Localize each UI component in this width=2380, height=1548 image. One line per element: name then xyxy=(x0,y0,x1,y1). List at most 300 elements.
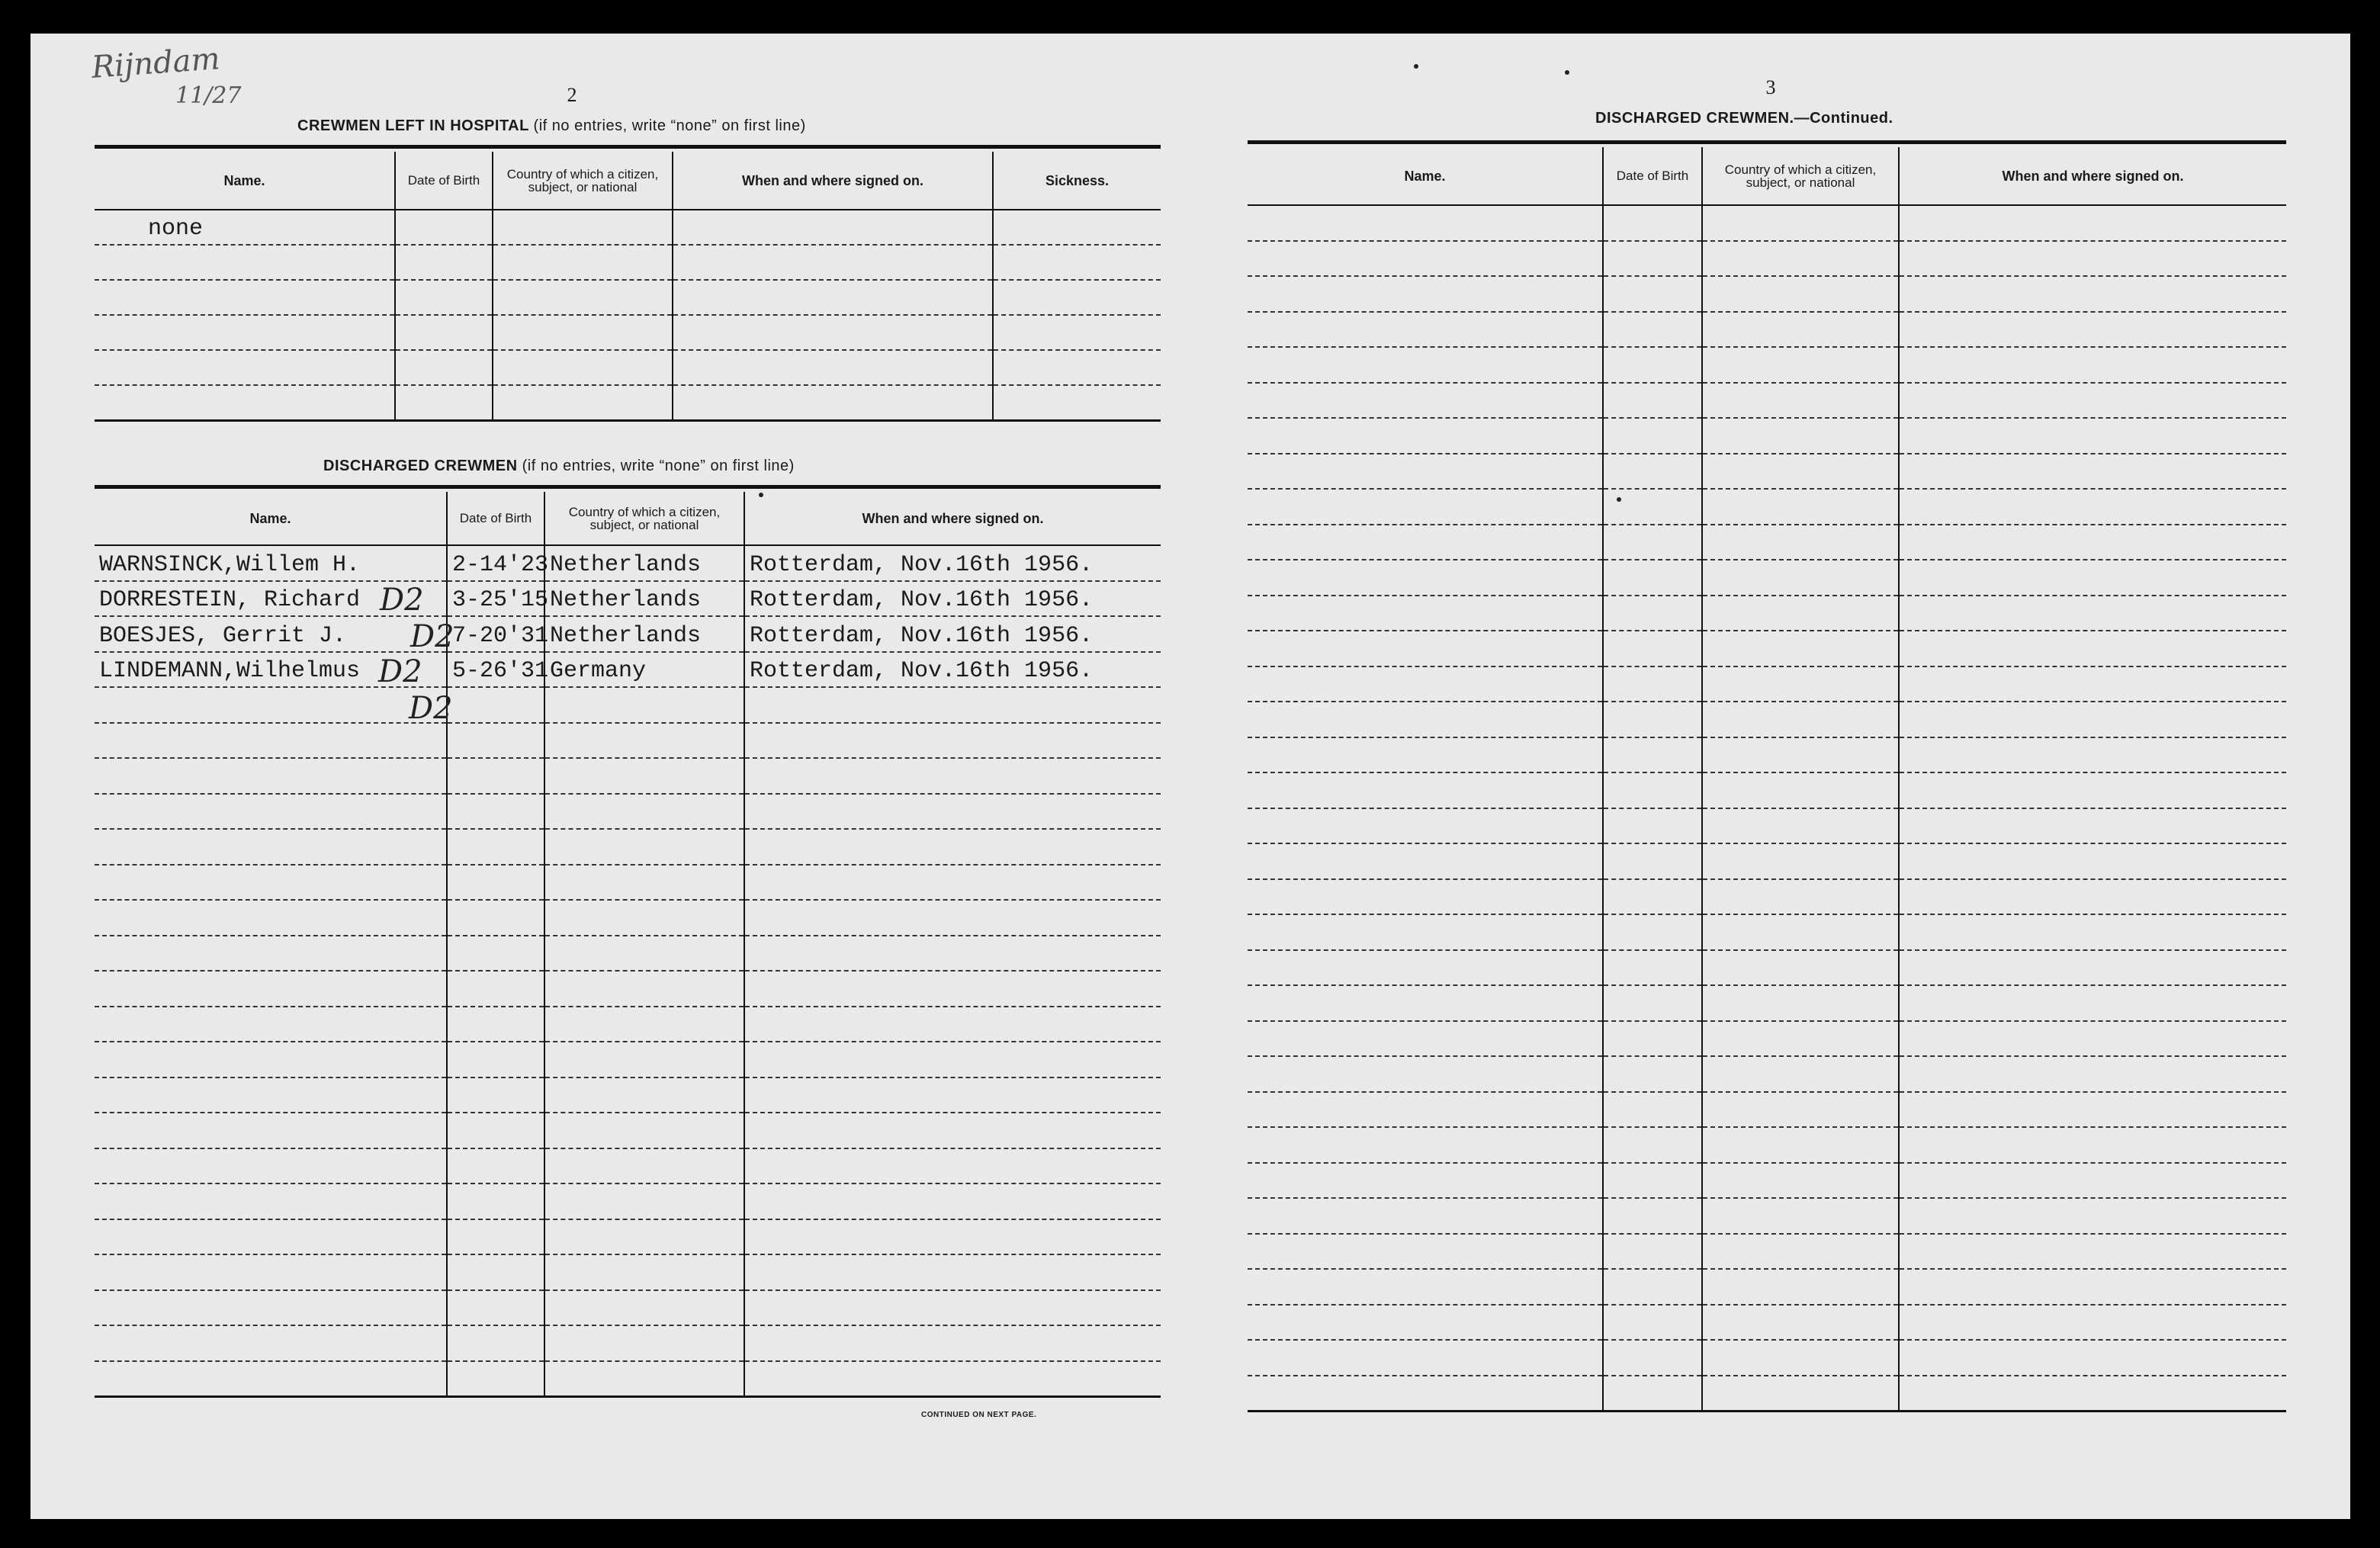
table-cell xyxy=(1603,737,1702,773)
table-cell xyxy=(1702,1234,1899,1270)
table-cell xyxy=(1603,312,1702,348)
table-cell xyxy=(744,794,1161,830)
table-cell xyxy=(493,280,673,315)
table-cell xyxy=(95,1007,447,1042)
table-cell xyxy=(1899,525,2286,560)
table-cell xyxy=(447,865,544,901)
table-cell xyxy=(1248,914,1603,950)
table-row xyxy=(1248,666,2286,702)
table-cell xyxy=(544,1290,744,1326)
table-cell xyxy=(95,280,395,315)
table-row xyxy=(1248,737,2286,773)
table-cell xyxy=(1899,1163,2286,1199)
table-cell xyxy=(1899,737,2286,773)
table-cell xyxy=(493,350,673,385)
table-row xyxy=(1248,560,2286,596)
table-cell xyxy=(395,280,493,315)
table-cell xyxy=(1702,454,1899,490)
table-cell xyxy=(1603,985,1702,1021)
table-cell xyxy=(1248,489,1603,525)
table-cell xyxy=(1248,347,1603,383)
table-row xyxy=(95,829,1161,865)
table-row xyxy=(1248,347,2286,383)
table-row xyxy=(1248,1340,2286,1376)
table-row xyxy=(95,210,1161,245)
hospital-note: (if no entries, write “none” on first line) xyxy=(533,117,806,134)
table-cell xyxy=(744,1183,1161,1219)
table-cell xyxy=(1702,1056,1899,1092)
table-cell xyxy=(744,687,1161,723)
table-cell xyxy=(744,1290,1161,1326)
table-row xyxy=(1248,631,2286,666)
table-row xyxy=(1248,1376,2286,1412)
table-cell xyxy=(1899,383,2286,419)
hospital-section-title xyxy=(297,117,806,135)
stray-mark xyxy=(1414,64,1418,69)
table-cell xyxy=(1702,418,1899,454)
table-cell xyxy=(395,245,493,280)
discharged-section-title xyxy=(323,458,795,475)
hospital-title: CREWMEN LEFT IN HOSPITAL xyxy=(297,117,529,134)
table-cell xyxy=(95,829,447,865)
table-row xyxy=(95,280,1161,315)
table-row xyxy=(1248,843,2286,879)
table-cell xyxy=(544,1113,744,1148)
table-cell xyxy=(544,1148,744,1184)
table-cell xyxy=(1899,985,2286,1021)
table-row xyxy=(1248,879,2286,915)
table-cell xyxy=(1899,1092,2286,1128)
table-cell xyxy=(1248,383,1603,419)
table-cell xyxy=(1899,631,2286,666)
table-cell xyxy=(447,1077,544,1113)
table-cell xyxy=(544,1219,744,1255)
table-cell xyxy=(744,1219,1161,1255)
table-cell xyxy=(1603,276,1702,312)
table-cell: Netherlands xyxy=(544,545,744,581)
table-cell xyxy=(1248,772,1603,808)
table-cell xyxy=(447,936,544,972)
table-cell: Germany xyxy=(544,652,744,688)
column-header-country: Country of which a citizen, subject, or national xyxy=(1702,147,1899,205)
table-cell xyxy=(993,280,1161,315)
table-cell xyxy=(673,280,993,315)
table-cell xyxy=(544,1325,744,1361)
table-row xyxy=(1248,1198,2286,1234)
table-row xyxy=(95,616,1161,652)
table-cell xyxy=(1603,1305,1702,1341)
table-cell xyxy=(544,829,744,865)
table-cell xyxy=(1702,1021,1899,1057)
table-cell xyxy=(1248,737,1603,773)
table-cell: none xyxy=(95,210,395,245)
table-cell xyxy=(1702,525,1899,560)
table-cell xyxy=(1248,525,1603,560)
table-cell xyxy=(95,315,395,350)
column-header-country: Country of which a citizen, subject, or national xyxy=(493,152,673,210)
table-cell xyxy=(1603,560,1702,596)
table-cell xyxy=(493,315,673,350)
table-cell xyxy=(1899,1198,2286,1234)
page-number-left: 2 xyxy=(567,84,577,106)
table-cell: 2-14'23 xyxy=(447,545,544,581)
table-row xyxy=(95,900,1161,936)
table-cell xyxy=(1899,596,2286,631)
table-row xyxy=(95,723,1161,759)
column-header-date-of-birth: Date of Birth xyxy=(1603,147,1702,205)
table-cell xyxy=(1702,241,1899,277)
table-cell xyxy=(1702,1127,1899,1163)
table-cell xyxy=(1702,560,1899,596)
continued-footer: CONTINUED ON NEXT PAGE. xyxy=(921,1411,1037,1419)
table-cell xyxy=(1603,241,1702,277)
table-row xyxy=(95,1042,1161,1077)
table-cell xyxy=(95,865,447,901)
table-row xyxy=(95,1007,1161,1042)
table-cell xyxy=(1899,1340,2286,1376)
table-cell xyxy=(544,794,744,830)
table-cell xyxy=(1702,596,1899,631)
table-cell xyxy=(95,1183,447,1219)
table-cell xyxy=(447,1113,544,1148)
table-cell xyxy=(1248,808,1603,844)
table-cell xyxy=(1248,1163,1603,1199)
stray-mark xyxy=(1565,70,1569,75)
table-cell xyxy=(95,900,447,936)
table-cell xyxy=(1248,560,1603,596)
table-cell xyxy=(1248,418,1603,454)
table-row xyxy=(95,385,1161,420)
table-cell xyxy=(1899,808,2286,844)
table-cell xyxy=(1899,666,2286,702)
table-cell xyxy=(1702,312,1899,348)
table-cell xyxy=(1702,1163,1899,1199)
handwritten-discharge-mark: D2 xyxy=(410,619,454,654)
table-cell xyxy=(1899,1127,2286,1163)
table-cell xyxy=(95,687,447,723)
table-row xyxy=(95,652,1161,688)
table-row xyxy=(95,315,1161,350)
table-cell xyxy=(744,1361,1161,1397)
table-cell xyxy=(493,245,673,280)
table-cell xyxy=(493,210,673,245)
table-cell: DORRESTEIN, Richard xyxy=(95,581,447,617)
table-cell: BOESJES, Gerrit J. xyxy=(95,616,447,652)
table-cell xyxy=(447,723,544,759)
table-cell xyxy=(1899,1021,2286,1057)
table-cell xyxy=(1248,241,1603,277)
table-cell xyxy=(1248,1234,1603,1270)
table-cell xyxy=(1603,525,1702,560)
table-cell xyxy=(1899,489,2286,525)
document-sheet xyxy=(31,34,2350,1519)
table-cell: 3-25'15 xyxy=(447,581,544,617)
table-cell: Rotterdam, Nov.16th 1956. xyxy=(744,652,1161,688)
table-cell xyxy=(1702,914,1899,950)
table-cell xyxy=(447,1254,544,1290)
table-cell xyxy=(1603,489,1702,525)
table-cell xyxy=(95,385,395,420)
table-cell xyxy=(1899,1269,2286,1305)
table-cell xyxy=(447,758,544,794)
table-cell xyxy=(1702,1198,1899,1234)
table-row xyxy=(1248,1163,2286,1199)
table-cell xyxy=(447,1148,544,1184)
table-cell xyxy=(447,829,544,865)
table-cell xyxy=(544,758,744,794)
table-cell xyxy=(1899,1376,2286,1412)
table-cell xyxy=(1248,666,1603,702)
column-header-country: Country of which a citizen, subject, or national xyxy=(544,492,744,545)
table-cell xyxy=(395,315,493,350)
table-cell xyxy=(1603,1269,1702,1305)
table-cell xyxy=(1702,808,1899,844)
table-row xyxy=(95,1254,1161,1290)
table-cell xyxy=(544,1361,744,1397)
table-row xyxy=(1248,525,2286,560)
table-cell xyxy=(95,758,447,794)
table-cell: Netherlands xyxy=(544,581,744,617)
table-cell xyxy=(673,210,993,245)
table-cell xyxy=(1248,454,1603,490)
table-cell: LINDEMANN,Wilhelmus xyxy=(95,652,447,688)
table-cell xyxy=(447,687,544,723)
table-cell xyxy=(1603,914,1702,950)
table-cell xyxy=(1603,1021,1702,1057)
table-cell xyxy=(1248,1269,1603,1305)
column-header-name: Name. xyxy=(95,492,447,545)
table-cell xyxy=(1248,1021,1603,1057)
table-cell: 7-20'31 xyxy=(447,616,544,652)
table-cell xyxy=(1248,312,1603,348)
table-cell xyxy=(447,1183,544,1219)
table-row xyxy=(1248,808,2286,844)
table-cell xyxy=(544,1042,744,1077)
table-cell: Rotterdam, Nov.16th 1956. xyxy=(744,545,1161,581)
column-header-signed-on: When and where signed on. xyxy=(744,492,1161,545)
table-cell xyxy=(1899,205,2286,241)
table-cell xyxy=(1603,347,1702,383)
table-cell xyxy=(447,971,544,1007)
table-row xyxy=(95,1183,1161,1219)
table-row xyxy=(1248,454,2286,490)
table-cell xyxy=(1248,950,1603,986)
table-row xyxy=(95,1148,1161,1184)
table-row xyxy=(1248,241,2286,277)
table-cell xyxy=(447,1361,544,1397)
table-cell xyxy=(1702,702,1899,737)
table-row xyxy=(1248,276,2286,312)
table-cell xyxy=(1603,1234,1702,1270)
table-cell xyxy=(744,1077,1161,1113)
table-row xyxy=(1248,772,2286,808)
table-cell xyxy=(673,245,993,280)
table-cell xyxy=(95,794,447,830)
table-cell xyxy=(1899,418,2286,454)
table-row xyxy=(1248,418,2286,454)
table-cell xyxy=(395,210,493,245)
table-cell xyxy=(544,1077,744,1113)
table-cell xyxy=(744,829,1161,865)
table-cell xyxy=(744,900,1161,936)
handwritten-ship-name: Rijndam xyxy=(90,41,221,85)
table-cell xyxy=(447,1042,544,1077)
continued-section-title: DISCHARGED CREWMEN.—Continued. xyxy=(1595,110,1893,127)
table-cell xyxy=(1899,1234,2286,1270)
table-cell xyxy=(1899,1305,2286,1341)
table-cell xyxy=(1702,383,1899,419)
table-row xyxy=(1248,985,2286,1021)
table-cell xyxy=(1603,1092,1702,1128)
table-cell xyxy=(493,385,673,420)
table-cell: Rotterdam, Nov.16th 1956. xyxy=(744,616,1161,652)
table-cell xyxy=(395,385,493,420)
table-cell xyxy=(993,245,1161,280)
table-cell xyxy=(95,350,395,385)
table-cell xyxy=(447,794,544,830)
table-cell: 5-26'31 xyxy=(447,652,544,688)
table-cell xyxy=(1248,1305,1603,1341)
table-row xyxy=(1248,1092,2286,1128)
column-header-date-of-birth: Date of Birth xyxy=(395,152,493,210)
table-cell xyxy=(744,936,1161,972)
table-cell xyxy=(1702,1340,1899,1376)
table-row xyxy=(1248,383,2286,419)
table-cell xyxy=(1702,205,1899,241)
table-cell xyxy=(993,315,1161,350)
table-cell xyxy=(1248,879,1603,915)
table-cell xyxy=(1702,1092,1899,1128)
table-row xyxy=(1248,1305,2286,1341)
table-row xyxy=(95,245,1161,280)
table-row xyxy=(95,1325,1161,1361)
table-cell xyxy=(1899,312,2286,348)
table-cell xyxy=(1603,1340,1702,1376)
table-cell xyxy=(1603,454,1702,490)
table-cell xyxy=(744,1148,1161,1184)
table-cell xyxy=(1248,1127,1603,1163)
table-cell xyxy=(544,936,744,972)
table-cell xyxy=(544,723,744,759)
table-cell xyxy=(1899,276,2286,312)
table-cell xyxy=(1248,631,1603,666)
table-cell xyxy=(95,723,447,759)
table-row xyxy=(1248,702,2286,737)
table-cell xyxy=(1248,1056,1603,1092)
table-cell xyxy=(1899,702,2286,737)
table-cell xyxy=(993,210,1161,245)
handwritten-discharge-mark: D2 xyxy=(378,654,422,689)
table-row xyxy=(95,687,1161,723)
table-cell xyxy=(1603,1376,1702,1412)
table-cell xyxy=(544,1007,744,1042)
table-cell xyxy=(95,1148,447,1184)
table-row xyxy=(1248,1269,2286,1305)
table-cell xyxy=(1603,1163,1702,1199)
table-row xyxy=(95,1361,1161,1397)
table-cell xyxy=(744,1325,1161,1361)
handwritten-discharge-mark: D2 xyxy=(409,691,453,726)
table-row xyxy=(1248,489,2286,525)
table-cell xyxy=(1702,276,1899,312)
table-cell xyxy=(544,1254,744,1290)
table-cell xyxy=(95,1290,447,1326)
table-cell xyxy=(1899,772,2286,808)
table-cell xyxy=(1603,1127,1702,1163)
table-cell xyxy=(1248,843,1603,879)
table-row xyxy=(95,1290,1161,1326)
table-cell xyxy=(1899,914,2286,950)
table-cell xyxy=(95,1361,447,1397)
table-cell xyxy=(395,350,493,385)
table-row xyxy=(95,971,1161,1007)
table-cell xyxy=(447,1290,544,1326)
table-cell: Rotterdam, Nov.16th 1956. xyxy=(744,581,1161,617)
table-cell xyxy=(1702,985,1899,1021)
table-cell xyxy=(544,1183,744,1219)
table-cell xyxy=(1248,596,1603,631)
table-cell xyxy=(744,1254,1161,1290)
table-cell: WARNSINCK,Willem H. xyxy=(95,545,447,581)
table-row xyxy=(1248,914,2286,950)
table-cell xyxy=(95,936,447,972)
table-cell xyxy=(1702,631,1899,666)
table-row xyxy=(1248,1127,2286,1163)
table-cell xyxy=(673,385,993,420)
table-cell xyxy=(1702,1269,1899,1305)
table-cell xyxy=(993,350,1161,385)
table-cell xyxy=(1899,560,2286,596)
table-cell xyxy=(1248,985,1603,1021)
table-cell xyxy=(447,1325,544,1361)
table-cell xyxy=(744,1042,1161,1077)
table-cell xyxy=(1899,454,2286,490)
table-cell xyxy=(1702,347,1899,383)
table-cell xyxy=(1899,843,2286,879)
table-row xyxy=(1248,596,2286,631)
table-cell xyxy=(447,1007,544,1042)
table-cell xyxy=(993,385,1161,420)
table-cell xyxy=(1603,1198,1702,1234)
discharged-title: DISCHARGED CREWMEN xyxy=(323,458,518,474)
hospital-table xyxy=(95,145,1161,422)
table-cell xyxy=(1899,347,2286,383)
handwritten-discharge-mark: D2 xyxy=(380,583,424,618)
table-cell xyxy=(95,1113,447,1148)
table-cell xyxy=(1603,205,1702,241)
table-row xyxy=(1248,312,2286,348)
table-row xyxy=(1248,1234,2286,1270)
table-cell xyxy=(1702,879,1899,915)
table-cell xyxy=(95,1042,447,1077)
table-cell xyxy=(1248,1198,1603,1234)
table-cell xyxy=(1603,772,1702,808)
table-cell xyxy=(1702,737,1899,773)
table-cell xyxy=(1603,631,1702,666)
table-row xyxy=(95,1219,1161,1255)
table-row xyxy=(95,545,1161,581)
column-header-signed-on: When and where signed on. xyxy=(1899,147,2286,205)
table-cell xyxy=(95,971,447,1007)
table-cell xyxy=(1248,1376,1603,1412)
column-header-name: Name. xyxy=(95,152,395,210)
table-cell xyxy=(1702,1376,1899,1412)
table-cell xyxy=(1248,1092,1603,1128)
table-row xyxy=(1248,205,2286,241)
discharged-table xyxy=(95,485,1161,1398)
table-cell xyxy=(744,758,1161,794)
discharged-note: (if no entries, write “none” on first line) xyxy=(522,458,795,474)
